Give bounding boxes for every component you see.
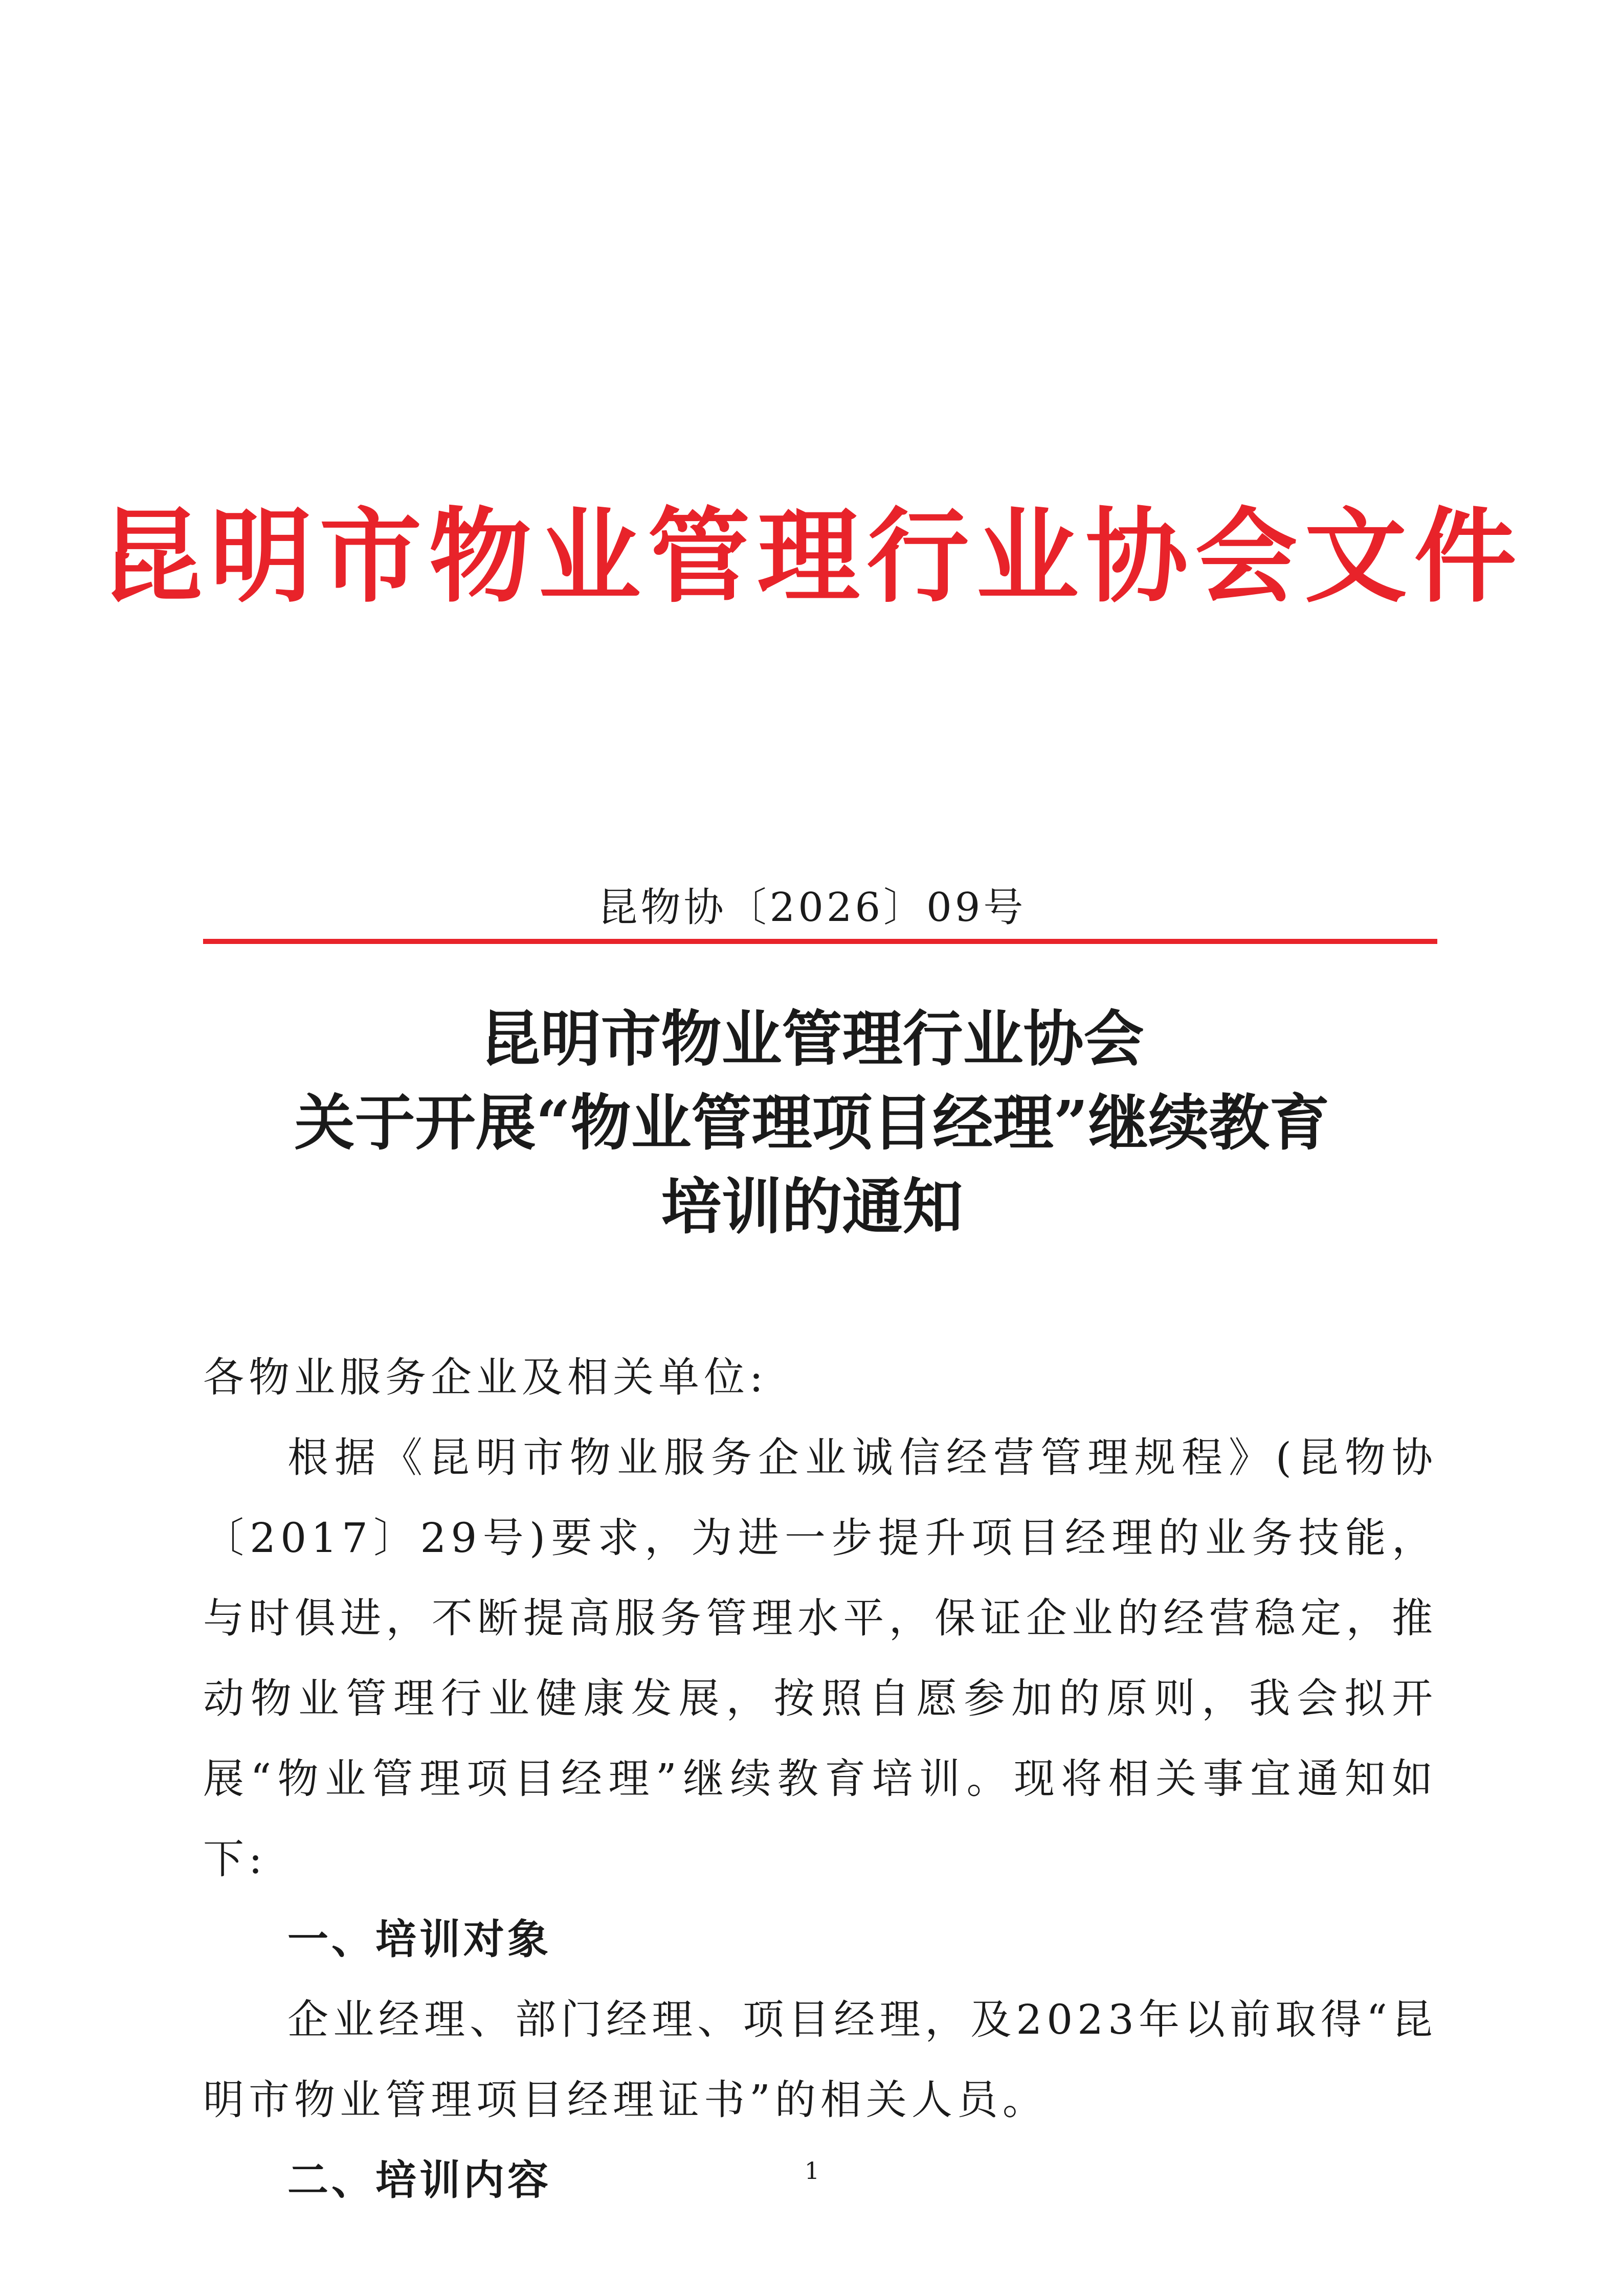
title-line-1: 昆明市物业管理行业协会 (480, 1003, 1144, 1074)
red-divider-line (203, 939, 1437, 944)
title-line-2: 关于开展“物业管理项目经理”继续教育 (294, 1087, 1330, 1158)
section-text-training-targets: 企业经理、部门经理、项目经理，及2023年以前取得“昆明市物业管理项目经理证书”的相关人员。 (203, 1996, 1437, 2124)
notice-title (0, 997, 1624, 1249)
page-number: 1 (804, 2157, 820, 2185)
masthead-title: 昆明市物业管理行业协会文件 (100, 498, 1524, 617)
document-number: 昆物协〔2026〕09号 (597, 885, 1027, 931)
intro-paragraph: 根据《昆明市物业服务企业诚信经营管理规程》(昆物协〔2017〕29号)要求，为进一步提升项目经理的业务技能，与时俱进，不断提高服务管理水平，保证企业的经营稳定，推动物业管理行业健康发展，按照自愿参加的原则，我会拟开展“物业管理项目经理”继续教育培训。现将相关事宜通知如下: (203, 1434, 1437, 1883)
section-heading-training-content: 二、培训内容 (287, 2156, 551, 2204)
notice-body (203, 1337, 1437, 2220)
title-line-3: 培训的通知 (661, 1171, 963, 1242)
section-heading-training-targets: 一、培训对象 (287, 1916, 551, 1963)
salutation: 各物业服务企业及相关单位: (203, 1354, 768, 1401)
